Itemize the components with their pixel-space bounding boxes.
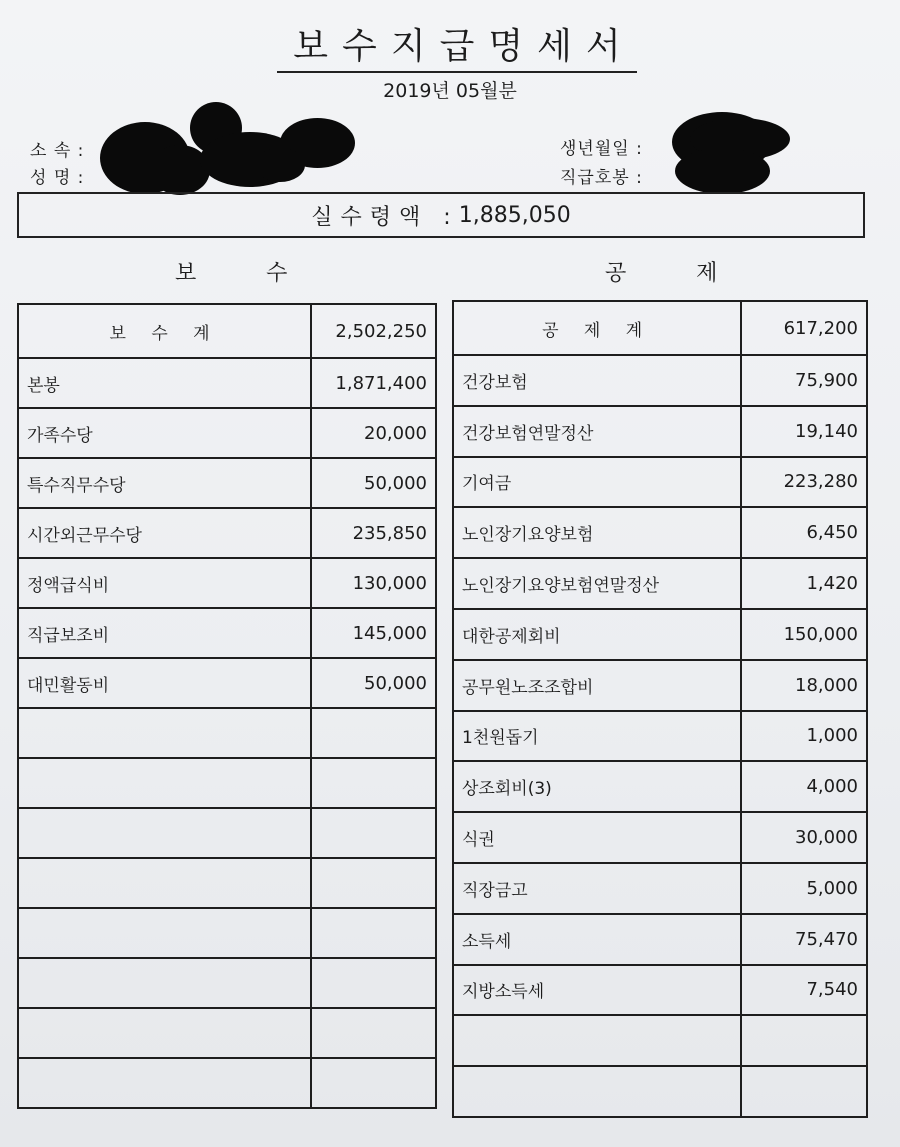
deduction-item-amount: 1,420 [741,558,867,609]
pay-item-amount [311,758,436,808]
pay-item-label: 본봉 [18,358,311,408]
table-row [453,812,867,863]
pay-item-amount: 130,000 [311,558,436,608]
deduction-item-label: 기여금 [453,457,741,508]
deduction-item-amount: 6,450 [741,507,867,558]
pay-item-amount: 50,000 [311,658,436,708]
pay-item-amount: 145,000 [311,608,436,658]
deduction-item-label: 지방소득세 [453,965,741,1016]
table-row [453,457,867,508]
deduction-item-label: 공무원노조조합비 [453,660,741,711]
deduction-section-title: 공 제 [605,261,718,286]
table-row [18,358,436,408]
pay-item-label [18,958,311,1008]
deduction-item-label: 노인장기요양보험 [453,507,741,558]
deduction-item-label: 상조회비(3) [453,761,741,812]
pay-item-amount [311,808,436,858]
table-row [453,1066,867,1117]
deduction-item-label [453,1066,741,1117]
pay-item-amount: 50,000 [311,458,436,508]
deduction-item-amount: 4,000 [741,761,867,812]
pay-item-label [18,908,311,958]
table-row [18,1058,436,1108]
table-row [453,965,867,1016]
table-row [18,558,436,608]
grade-label: 직급호봉 : [560,168,643,188]
pay-item-label: 정액급식비 [18,558,311,608]
pay-item-label [18,858,311,908]
pay-item-amount [311,708,436,758]
pay-item-amount [311,1058,436,1108]
pay-item-label [18,758,311,808]
table-row [18,808,436,858]
deduction-item-amount [741,1015,867,1066]
pay-item-label: 가족수당 [18,408,311,458]
deduction-item-amount: 75,470 [741,914,867,965]
deduction-item-label: 건강보험연말정산 [453,406,741,457]
table-row [18,958,436,1008]
deduction-item-label: 소득세 [453,914,741,965]
pay-total-amount: 2,502,250 [311,304,436,358]
table-row [18,408,436,458]
pay-item-amount [311,1008,436,1058]
pay-item-label [18,708,311,758]
pay-item-amount: 235,850 [311,508,436,558]
table-row [18,708,436,758]
deduction-item-amount [741,1066,867,1117]
net-pay-box [17,192,865,238]
deduction-item-label [453,1015,741,1066]
table-row [453,406,867,457]
pay-item-label: 특수직무수당 [18,458,311,508]
pay-item-amount: 1,871,400 [311,358,436,408]
pay-total-label: 보 수 계 [18,304,311,358]
table-row [18,608,436,658]
deduction-item-label: 건강보험 [453,355,741,406]
pay-period: 2019년 05월분 [383,80,517,102]
deduction-item-label: 직장금고 [453,863,741,914]
pay-item-label [18,808,311,858]
deduction-total-label: 공 제 계 [453,301,741,355]
affiliation-label: 소 속 : [30,141,85,161]
table-row [453,1015,867,1066]
pay-item-amount [311,858,436,908]
table-row [18,508,436,558]
pay-item-label [18,1058,311,1108]
deduction-item-label: 식권 [453,812,741,863]
deduction-item-amount: 1,000 [741,711,867,762]
deduction-item-label: 1천원돕기 [453,711,741,762]
net-pay-value: 1,885,050 [458,202,571,228]
table-row [18,758,436,808]
table-row [453,761,867,812]
pay-item-label: 시간외근무수당 [18,508,311,558]
table-row [18,908,436,958]
table-row [18,1008,436,1058]
deduction-item-amount: 150,000 [741,609,867,660]
pay-item-amount [311,958,436,1008]
deduction-item-amount: 19,140 [741,406,867,457]
deduction-item-label: 노인장기요양보험연말정산 [453,558,741,609]
birthdate-label: 생년월일 : [560,139,643,159]
pay-item-amount [311,908,436,958]
deduction-item-amount: 30,000 [741,812,867,863]
deduction-item-label: 대한공제회비 [453,609,741,660]
table-row [18,458,436,508]
deduction-total-amount: 617,200 [741,301,867,355]
table-row [453,711,867,762]
deduction-item-amount: 75,900 [741,355,867,406]
table-row [18,658,436,708]
pay-item-label [18,1008,311,1058]
deduction-item-amount: 223,280 [741,457,867,508]
name-label: 성 명 : [30,168,85,188]
deduction-total-row [453,301,867,355]
table-row [18,858,436,908]
net-pay-label: 실수령액 : [311,204,459,230]
table-row [453,660,867,711]
deduction-item-amount: 7,540 [741,965,867,1016]
deduction-item-amount: 5,000 [741,863,867,914]
pay-item-label: 대민활동비 [18,658,311,708]
table-row [453,355,867,406]
table-row [453,507,867,558]
pay-section-title: 보 수 [175,261,288,286]
deduction-item-amount: 18,000 [741,660,867,711]
table-row [453,914,867,965]
document-title: 보수지급명세서 [0,26,900,73]
pay-total-row [18,304,436,358]
pay-item-label: 직급보조비 [18,608,311,658]
table-row [453,558,867,609]
pay-table [17,303,437,1109]
deduction-table [452,300,868,1118]
pay-item-amount: 20,000 [311,408,436,458]
table-row [453,863,867,914]
table-row [453,609,867,660]
